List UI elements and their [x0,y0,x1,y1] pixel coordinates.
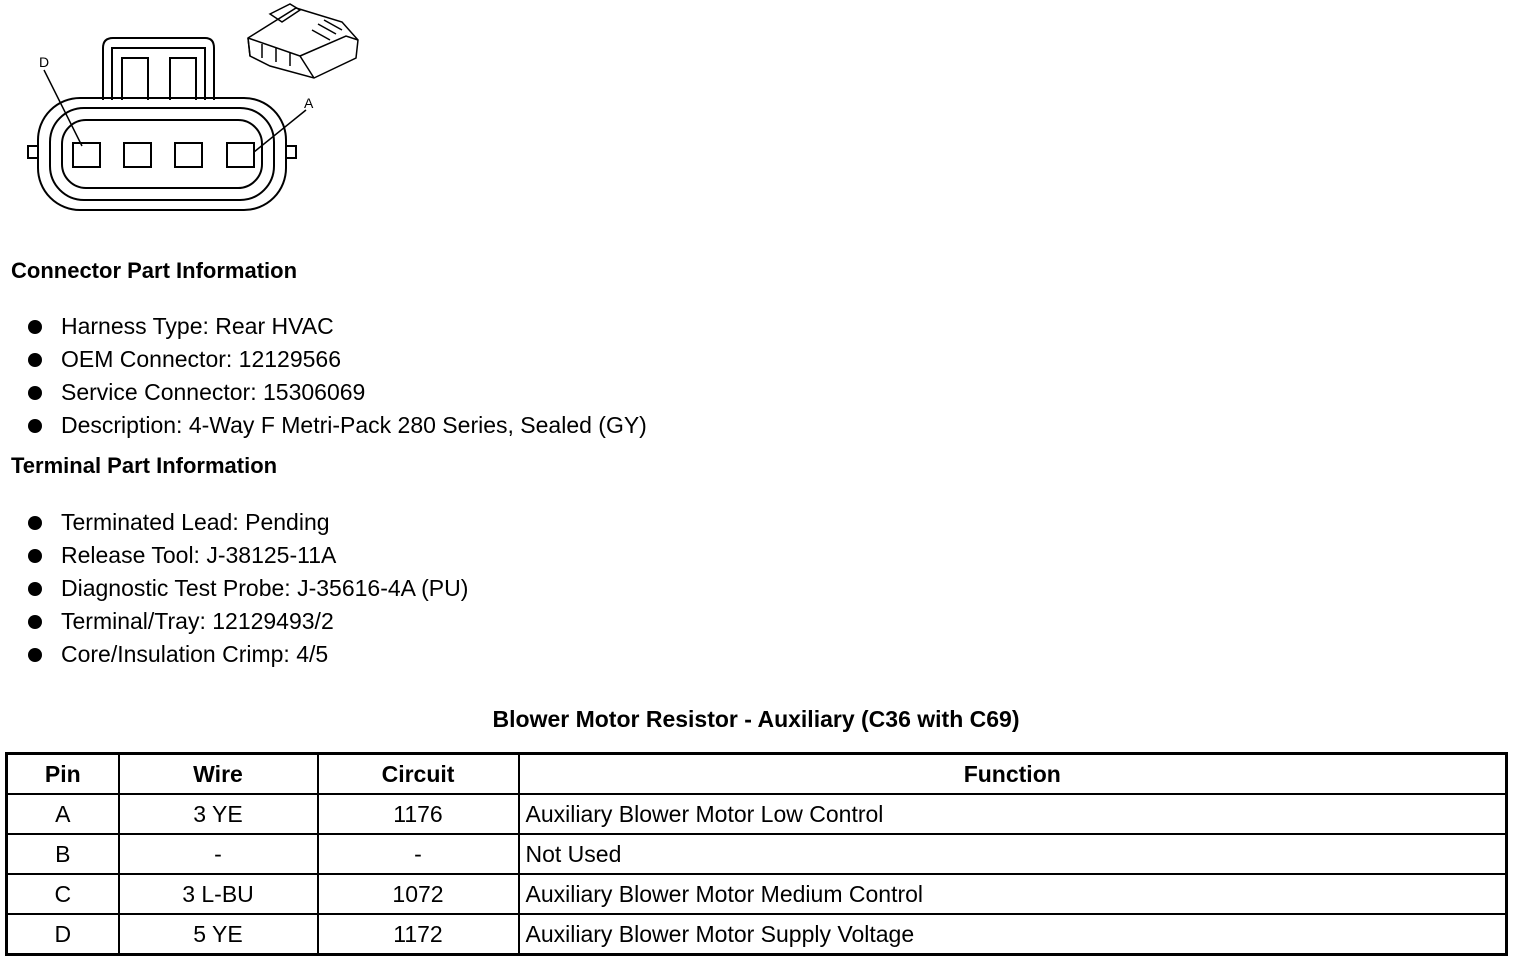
list-item: Description: 4-Way F Metri-Pack 280 Series, Sealed (GY) [28,409,647,442]
cell-pin: D [7,914,119,955]
bullet-icon [28,582,42,596]
bullet-icon [28,320,42,334]
bullet-icon [28,615,42,629]
connector-info-list [28,310,647,442]
cell-pin: B [7,834,119,874]
terminal-info-list [28,506,468,671]
bullet-icon [28,386,42,400]
list-item: Core/Insulation Crimp: 4/5 [28,638,468,671]
list-item: Service Connector: 15306069 [28,376,647,409]
list-item: Terminated Lead: Pending [28,506,468,539]
cell-circuit: 1172 [318,914,519,955]
cell-circuit: - [318,834,519,874]
cell-function: Auxiliary Blower Motor Low Control [519,794,1507,834]
cell-wire: 3 L-BU [119,874,318,914]
header-circuit: Circuit [318,754,519,795]
bullet-icon [28,648,42,662]
table-row [7,794,1507,834]
pin-label-a: A [304,95,314,111]
table-row [7,874,1507,914]
cell-function: Auxiliary Blower Motor Medium Control [519,874,1507,914]
list-item: Terminal/Tray: 12129493/2 [28,605,468,638]
pinout-table [5,752,1508,956]
cell-pin: C [7,874,119,914]
connector-diagram-icon [0,0,380,215]
list-item: Release Tool: J-38125-11A [28,539,468,572]
table-title: Blower Motor Resistor - Auxiliary (C36 with C69) [492,706,1020,732]
table-row [7,914,1507,955]
table-header-row [7,754,1507,795]
cell-circuit: 1072 [318,874,519,914]
cell-function: Auxiliary Blower Motor Supply Voltage [519,914,1507,955]
cell-circuit: 1176 [318,794,519,834]
table-row [7,834,1507,874]
list-item: Harness Type: Rear HVAC [28,310,647,343]
connector-section-title: Connector Part Information [11,258,298,283]
bullet-icon [28,549,42,563]
header-wire: Wire [119,754,318,795]
bullet-icon [28,516,42,530]
bullet-icon [28,353,42,367]
cell-wire: 5 YE [119,914,318,955]
bullet-icon [28,419,42,433]
list-item: OEM Connector: 12129566 [28,343,647,376]
cell-pin: A [7,794,119,834]
cell-wire: 3 YE [119,794,318,834]
header-function: Function [519,754,1507,795]
header-pin: Pin [7,754,119,795]
cell-function: Not Used [519,834,1507,874]
terminal-section-title: Terminal Part Information [11,453,278,478]
list-item: Diagnostic Test Probe: J-35616-4A (PU) [28,572,468,605]
pin-label-d: D [39,54,50,70]
cell-wire: - [119,834,318,874]
